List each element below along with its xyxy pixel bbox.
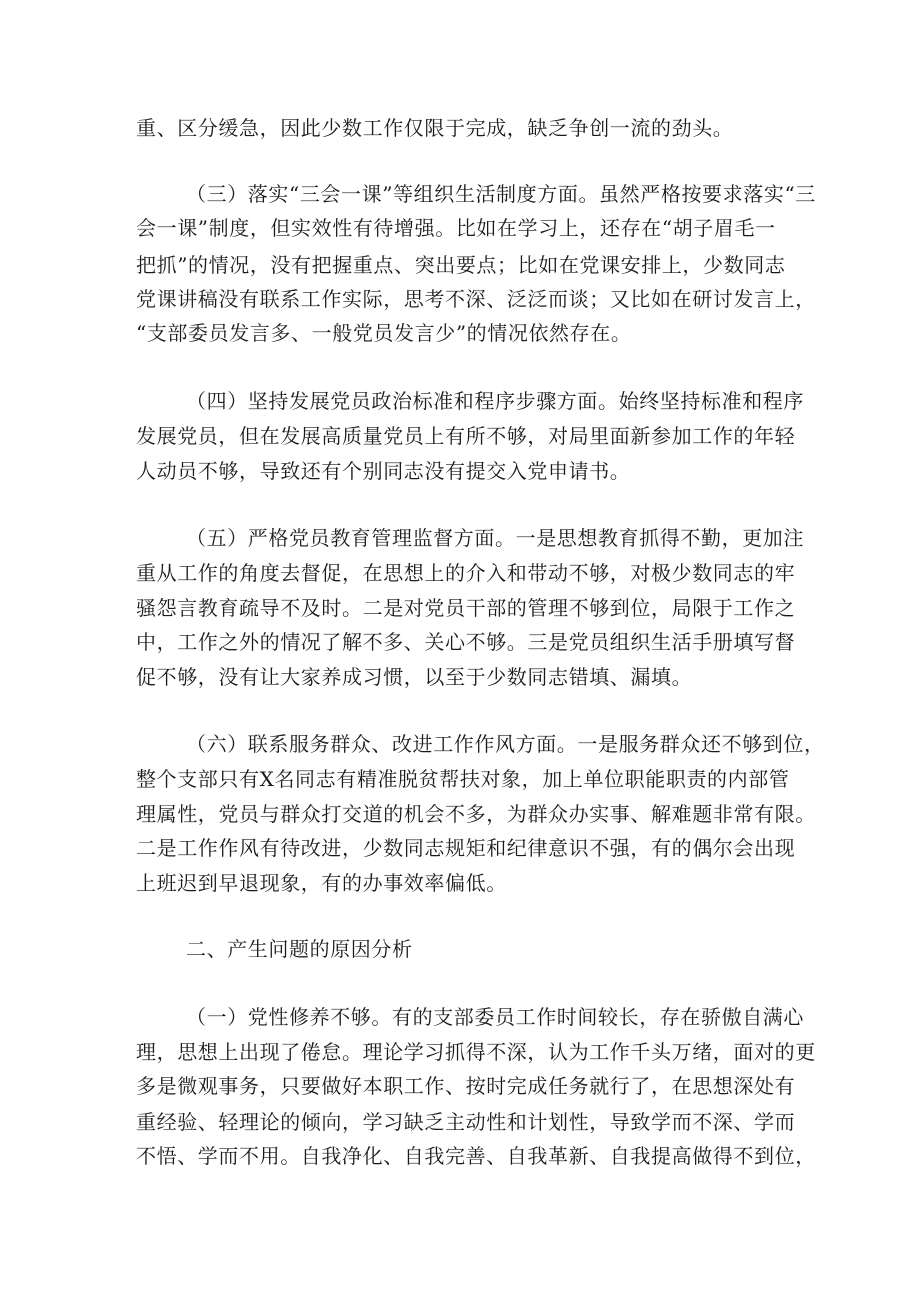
paragraph-line: 不悟、学而不用。自我净化、自我完善、自我革新、自我提高做得不到位， (136, 1144, 816, 1168)
paragraph-line: （五）严格党员教育管理监督方面。一是思想教育抓得不勤，更加注 (186, 526, 804, 550)
paragraph-line: 整个支部只有X名同志有精准脱贫帮扶对象，加上单位职能职责的内部管 (136, 767, 790, 791)
paragraph-line: 重、区分缓急，因此少数工作仅限于完成，缺乏争创一流的劲头。 (136, 116, 734, 140)
paragraph-line: 中，工作之外的情况了解不多、关心不够。三是党员组织生活手册填写督 (136, 630, 796, 654)
section-heading: 二、产生问题的原因分析 (186, 937, 413, 961)
paragraph-line: 会一课”制度，但实效性有待增强。比如在学习上，还存在“胡子眉毛一 (136, 216, 776, 240)
paragraph-line: （四）坚持发展党员政治标准和程序步骤方面。始终坚持标准和程序 (186, 389, 804, 413)
paragraph-line: 发展党员，但在发展高质量党员上有所不够，对局里面新参加工作的年轻 (136, 424, 796, 448)
paragraph-line: （六）联系服务群众、改进工作作风方面。一是服务群众还不够到位， (186, 732, 825, 756)
paragraph-line: “支部委员发言多、一般党员发言少”的情况依然存在。 (136, 321, 632, 345)
paragraph-line: 促不够，没有让大家养成习惯，以至于少数同志错填、漏填。 (136, 665, 693, 689)
paragraph-line: 理属性，党员与群众打交道的机会不多，为群众办实事、解难题非常有限。 (136, 802, 816, 826)
paragraph-line: 党课讲稿没有联系工作实际，思考不深、泛泛而谈；又比如在研讨发言上， (136, 287, 816, 311)
paragraph-line: （一）党性修养不够。有的支部委员工作时间较长，存在骄傲自满心 (186, 1005, 804, 1029)
paragraph-line: 二是工作作风有待改进，少数同志规矩和纪律意识不强，有的偶尔会出现 (136, 836, 796, 860)
paragraph-line: 重经验、轻理论的倾向，学习缺乏主动性和计划性，导致学而不深、学而 (136, 1110, 796, 1134)
paragraph-line: 人动员不够，导致还有个别同志没有提交入党申请书。 (136, 459, 631, 483)
paragraph-line: 把抓”的情况，没有把握重点、突出要点；比如在党课安排上，少数同志 (136, 253, 786, 277)
paragraph-line: 骚怨言教育疏导不及时。二是对党员干部的管理不够到位，局限于工作之 (136, 596, 796, 620)
paragraph-line: 上班迟到早退现象，有的办事效率偏低。 (136, 871, 507, 895)
paragraph-line: 理，思想上出现了倦怠。理论学习抓得不深，认为工作千头万绪，面对的更 (136, 1040, 816, 1064)
paragraph-line: （三）落实“三会一课”等组织生活制度方面。虽然严格按要求落实“三 (186, 182, 816, 206)
paragraph-line: 重从工作的角度去督促，在思想上的介入和带动不够，对极少数同志的牢 (136, 561, 796, 585)
paragraph-line: 多是微观事务，只要做好本职工作、按时完成任务就行了，在思想深处有 (136, 1074, 796, 1098)
